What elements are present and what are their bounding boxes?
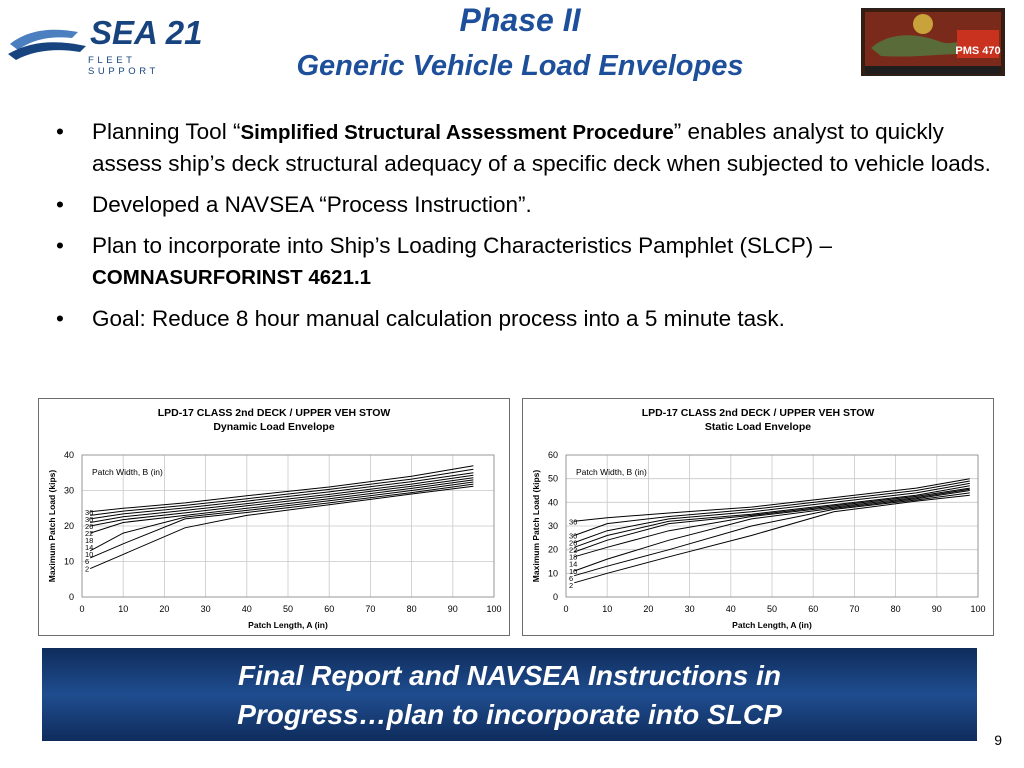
bullet-item: • Developed a NAVSEA “Process Instruction”. — [56, 189, 996, 220]
series-label: 36 — [85, 507, 94, 517]
conclusion-banner — [42, 648, 977, 741]
pms470-badge — [861, 8, 1005, 76]
dynamic-load-chart-svg — [39, 399, 509, 635]
chart-title: LPD-17 CLASS 2nd DECK / UPPER VEH STOW — [157, 407, 391, 419]
static-load-chart — [522, 398, 994, 636]
banner-line2: Progress…plan to incorporate into SLCP — [237, 698, 782, 730]
x-tick-label: 0 — [79, 604, 85, 614]
ship-swoosh-icon — [6, 10, 90, 72]
x-axis-label: Patch Length, A (in) — [248, 620, 328, 630]
series-label: 18 — [569, 552, 578, 562]
series-label: 10 — [569, 566, 578, 576]
y-tick-label: 0 — [68, 592, 74, 602]
series-label: 26 — [569, 538, 578, 548]
series-label: 2 — [569, 580, 574, 590]
x-tick-label: 50 — [282, 604, 294, 614]
series-label: 14 — [85, 542, 94, 552]
series-label: 30 — [85, 514, 94, 524]
x-tick-label: 80 — [890, 604, 901, 614]
series-label: 22 — [569, 545, 578, 555]
series-line-22 — [90, 475, 473, 522]
x-tick-label: 50 — [766, 604, 778, 614]
series-label: 10 — [85, 549, 94, 559]
bullet-list — [56, 116, 996, 344]
x-tick-label: 100 — [970, 604, 986, 614]
x-tick-label: 10 — [602, 604, 613, 614]
banner-line1: Final Report and NAVSEA Instructions in — [238, 659, 781, 691]
bullet-item: • Planning Tool “Simplified Structural Assessment Procedure” enables analyst to quickly assess ship’s deck structural adequacy of a specific deck when subjected to vehicle loads. — [56, 116, 996, 179]
page-title: Phase II — [459, 2, 581, 38]
y-tick-label: 30 — [547, 521, 558, 531]
y-tick-label: 20 — [547, 544, 558, 555]
y-tick-label: 40 — [63, 450, 74, 460]
series-label: 26 — [85, 521, 94, 531]
page-number: 9 — [994, 732, 1002, 748]
y-tick-label: 10 — [547, 568, 558, 579]
x-tick-label: 80 — [406, 604, 417, 614]
series-line-18 — [90, 478, 473, 526]
series-line-26 — [90, 473, 473, 519]
dynamic-load-chart — [38, 398, 510, 636]
x-tick-label: 60 — [808, 604, 819, 614]
series-label: 6 — [85, 556, 90, 566]
y-tick-label: 60 — [547, 450, 558, 460]
y-axis-label: Maximum Patch Load (kips) — [47, 469, 57, 583]
legend-title: Patch Width, B (in) — [576, 467, 647, 477]
x-tick-label: 90 — [931, 604, 942, 614]
logo-subtitle: FLEET SUPPORT — [88, 55, 159, 77]
badge-text: PMS 470 — [955, 45, 1001, 57]
series-line-2 — [90, 486, 473, 568]
static-load-chart-svg — [523, 399, 993, 635]
y-tick-label: 40 — [547, 497, 558, 508]
x-tick-label: 20 — [159, 604, 170, 614]
y-tick-label: 0 — [552, 592, 558, 602]
series-label: 30 — [569, 531, 578, 541]
sea21-logo — [6, 10, 206, 77]
x-tick-label: 70 — [849, 604, 860, 614]
y-tick-label: 20 — [63, 521, 74, 531]
chart-subtitle: Static Load Envelope — [704, 421, 812, 433]
x-tick-label: 30 — [200, 604, 211, 614]
x-tick-label: 40 — [725, 604, 736, 614]
x-axis-label: Patch Length, A (in) — [732, 620, 812, 630]
x-tick-label: 90 — [447, 604, 458, 614]
x-tick-label: 70 — [365, 604, 376, 614]
chart-title: LPD-17 CLASS 2nd DECK / UPPER VEH STOW — [641, 407, 875, 419]
x-tick-label: 20 — [643, 604, 654, 614]
x-tick-label: 100 — [486, 604, 502, 614]
x-tick-label: 0 — [563, 604, 569, 614]
page-subtitle: Generic Vehicle Load Envelopes — [296, 50, 744, 82]
bullet-item: • Plan to incorporate into Ship’s Loading Characteristics Pamphlet (SLCP) – COMNASURFORINST 4621.1 — [56, 230, 996, 293]
bullet-item: • Goal: Reduce 8 hour manual calculation process into a 5 minute task. — [56, 303, 996, 334]
x-tick-label: 40 — [241, 604, 252, 614]
x-tick-label: 60 — [324, 604, 335, 614]
series-label: 6 — [569, 573, 574, 583]
y-tick-label: 50 — [547, 473, 558, 484]
series-label: 2 — [85, 564, 90, 574]
y-axis-label: Maximum Patch Load (kips) — [531, 469, 541, 583]
y-tick-label: 10 — [63, 556, 74, 567]
series-label: 36 — [569, 517, 578, 527]
y-tick-label: 30 — [63, 485, 74, 496]
x-tick-label: 10 — [118, 604, 129, 614]
series-label: 22 — [85, 528, 94, 538]
series-label: 14 — [569, 559, 578, 569]
chart-subtitle: Dynamic Load Envelope — [213, 421, 335, 433]
legend-title: Patch Width, B (in) — [92, 467, 163, 477]
emblem-icon — [913, 14, 933, 34]
logo-name: SEA 21 — [90, 14, 203, 51]
series-label: 18 — [85, 535, 94, 545]
x-tick-label: 30 — [684, 604, 695, 614]
